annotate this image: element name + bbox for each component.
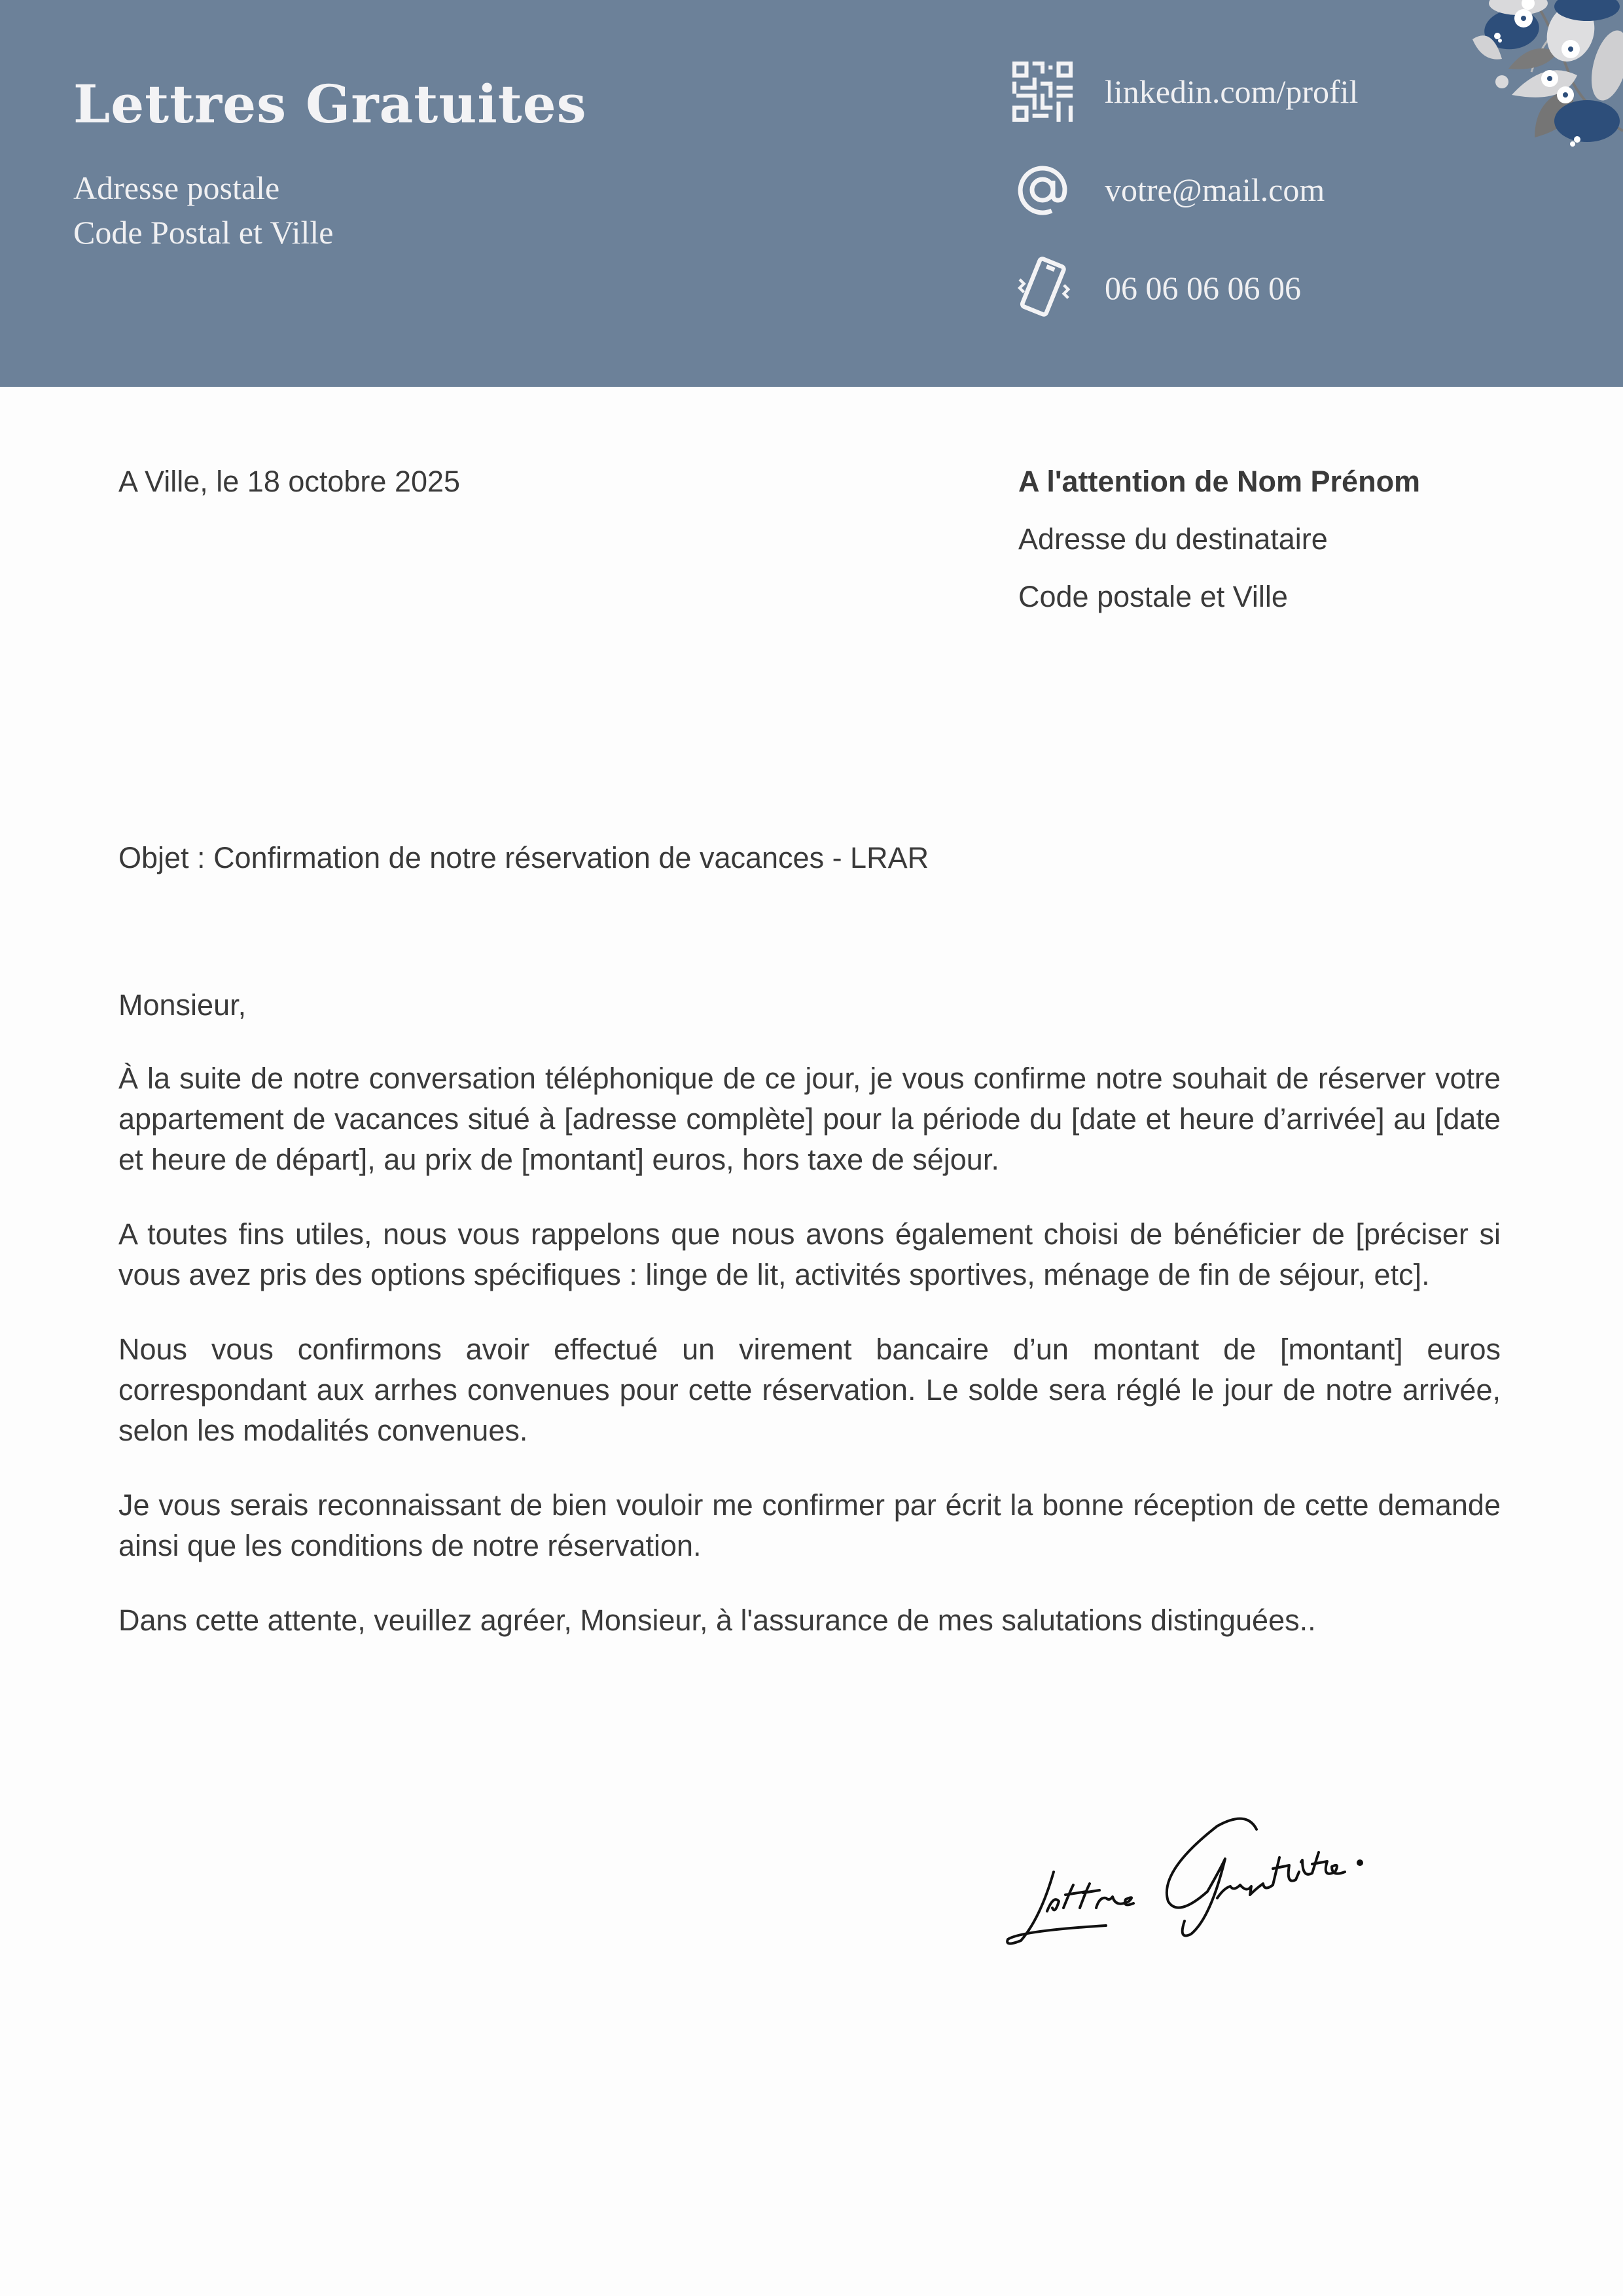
letterhead-banner bbox=[0, 0, 1623, 387]
contact-phone bbox=[1011, 255, 1301, 321]
body-paragraph: A toutes fins utiles, nous vous rappelons que nous avons également choisi de bénéficier de [préciser si vous avez pris des options spécifiques : linge de lit, activités sportives, ménage de fin de séjour, etc]. bbox=[118, 1217, 1501, 1291]
phone-vibrate-icon bbox=[1011, 257, 1074, 319]
recipient-city: Code postale et Ville bbox=[1018, 580, 1288, 613]
contact-email bbox=[1011, 157, 1325, 223]
letter-body bbox=[118, 1058, 1501, 1675]
recipient-address: Adresse du destinataire bbox=[1018, 522, 1328, 556]
qr-code-icon bbox=[1011, 60, 1074, 123]
body-paragraph: À la suite de notre conversation téléphonique de ce jour, je vous confirme notre souhait de réserver votre appartement de vacances situé à [adresse complète] pour la période du [date et heure d’arrivée] au [date et heure de départ], au prix de [montant] euros, hors taxe de séjour. bbox=[118, 1062, 1501, 1176]
floral-decoration bbox=[1472, 0, 1623, 157]
sender-name: Lettres Gratuites bbox=[73, 73, 587, 135]
handwritten-signature bbox=[982, 1780, 1374, 1957]
sender-address: Adresse postale bbox=[73, 170, 280, 206]
body-paragraph: Nous vous confirmons avoir effectué un virement bancaire d’un montant de [montant] euros correspondant aux arrhes convenues pour cette réservation. Le solde sera réglé le jour de notre arrivée, selon les modalités convenues. bbox=[118, 1333, 1501, 1447]
contact-linkedin bbox=[1011, 59, 1359, 124]
body-paragraph: Je vous serais reconnaissant de bien vouloir me confirmer par écrit la bonne réception de cette demande ainsi que les conditions de notre réservation. bbox=[118, 1488, 1501, 1562]
closing-paragraph: Dans cette attente, veuillez agréer, Monsieur, à l'assurance de mes salutations distinguées.. bbox=[118, 1604, 1316, 1637]
contact-linkedin-text[interactable]: linkedin.com/profil bbox=[1105, 73, 1359, 110]
sender-city: Code Postal et Ville bbox=[73, 214, 334, 251]
letter-subject: Objet : Confirmation de notre réservation de vacances - LRAR bbox=[118, 841, 929, 874]
contact-email-text[interactable]: votre@mail.com bbox=[1105, 171, 1325, 208]
letter-salutation: Monsieur, bbox=[118, 988, 247, 1022]
recipient-block bbox=[1018, 461, 1420, 634]
recipient-attention: A l'attention de Nom Prénom bbox=[1018, 465, 1421, 498]
at-sign-icon bbox=[1011, 158, 1074, 221]
letter-date: A Ville, le 18 octobre 2025 bbox=[118, 465, 461, 498]
contact-phone-text[interactable]: 06 06 06 06 06 bbox=[1105, 270, 1301, 306]
